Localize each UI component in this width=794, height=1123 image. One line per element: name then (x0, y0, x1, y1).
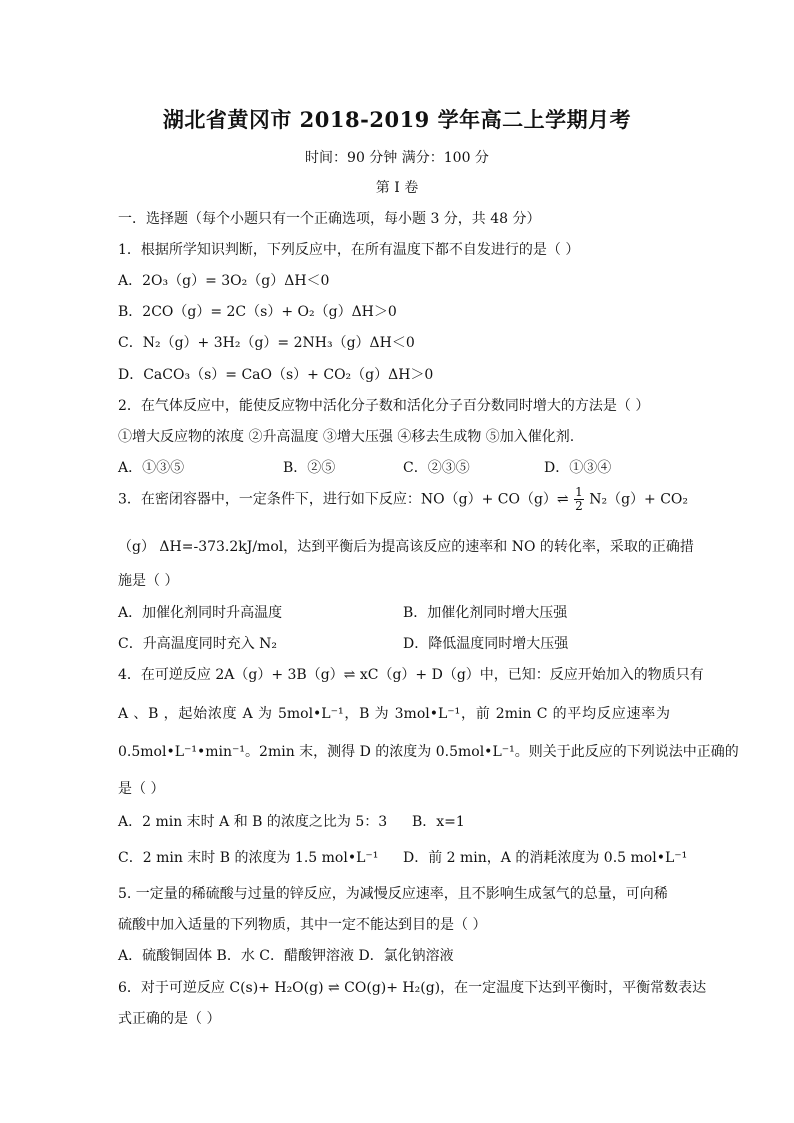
q3-stem-pre: 3．在密闭容器中，一定条件下，进行如下反应：NO（g）+ CO（g）⇌ (118, 491, 569, 508)
q1-option-a: A．2O₃（g）= 3O₂（g）ΔH＜0 (118, 273, 330, 289)
section-heading: 一．选择题（每个小题只有一个正确选项，每小题 3 分，共 48 分） (118, 211, 541, 227)
fraction-one-half (574, 486, 584, 513)
q3-option-c: C．升高温度同时充入 N₂ (118, 636, 278, 652)
q1-stem: 1．根据所学知识判断，下列反应中，在所有温度下都不自发进行的是（ ） (118, 242, 580, 258)
fraction-numerator: 1 (575, 485, 583, 499)
q4-option-a: A．2 min 末时 A 和 B 的浓度之比为 5：3 (118, 814, 388, 830)
q2-option-c: C．②③⑤ (403, 460, 470, 476)
q2-stem: 2．在气体反应中，能使反应物中活化分子数和活化分子百分数同时增大的方法是（ ） (118, 398, 650, 414)
volume-label: 第 I 卷 (375, 180, 419, 196)
q4-line4: 是（ ） (118, 781, 165, 797)
q2-option-b: B．②⑤ (283, 460, 336, 476)
q4-line3: 0.5mol•L⁻¹•min⁻¹。2min 末，测得 D 的浓度为 0.5mol•L⁻¹。则关于此反应的下列说法中正确的 (118, 744, 739, 760)
q3-option-d: D．降低温度同时增大压强 (403, 636, 569, 652)
q2-option-d: D．①③④ (544, 460, 612, 476)
q2-option-a: A．①③⑤ (118, 460, 185, 476)
fraction-denominator: 2 (575, 499, 583, 513)
q4-option-c: C．2 min 末时 B 的浓度为 1.5 mol•L⁻¹ (118, 850, 379, 866)
q1-option-b: B．2CO（g）= 2C（s）+ O₂（g）ΔH＞0 (118, 304, 397, 320)
q3-stem-line2: （g） ΔH=-373.2kJ/mol，达到平衡后为提高该反应的速率和 NO 的转化率，采取的正确措 (118, 539, 694, 555)
q3-stem-line1 (118, 486, 688, 513)
q1-option-c: C．N₂（g）+ 3H₂（g）= 2NH₃（g）ΔH＜0 (118, 335, 415, 351)
q6-line1: 6．对于可逆反应 C(s)+ H₂O(g) ⇌ CO(g)+ H₂(g)，在一定温度下达到平衡时，平衡常数表达 (118, 980, 707, 996)
q3-stem-post: N₂（g）+ CO₂ (589, 491, 689, 508)
q3-option-b: B．加催化剂同时增大压强 (403, 605, 568, 621)
q5-line1: 5. 一定量的稀硫酸与过量的锌反应，为减慢反应速率，且不影响生成氢气的总量，可向稀 (118, 886, 668, 902)
q4-line2: A 、B ，起始浓度 A 为 5mol•L⁻¹，B 为 3mol•L⁻¹，前 2min C 的平均反应速率为 (118, 706, 670, 722)
q4-option-b: B．x=1 (412, 814, 465, 830)
q3-stem-line3: 施是（ ） (118, 573, 179, 589)
q6-line2: 式正确的是（ ） (118, 1011, 221, 1027)
q4-option-d: D．前 2 min，A 的消耗浓度为 0.5 mol•L⁻¹ (403, 850, 688, 866)
q4-line1: 4．在可逆反应 2A（g）+ 3B（g）⇌ xC（g）+ D（g）中，已知：反应开始加入的物质只有 (118, 667, 704, 683)
q1-option-d: D．CaCO₃（s）= CaO（s）+ CO₂（g）ΔH＞0 (118, 367, 434, 383)
exam-meta: 时间：90 分钟 满分：100 分 (305, 150, 489, 166)
page-title: 湖北省黄冈市 2018-2019 学年高二上学期月考 (162, 107, 632, 132)
q2-items: ①增大反应物的浓度 ②升高温度 ③增大压强 ④移去生成物 ⑤加入催化剂. (118, 429, 575, 445)
q3-option-a: A．加催化剂同时升高温度 (118, 605, 283, 621)
q5-options: A．硫酸铜固体 B．水 C．醋酸钾溶液 D．氯化钠溶液 (118, 948, 454, 964)
q5-line2: 硫酸中加入适量的下列物质，其中一定不能达到目的是（ ） (118, 917, 487, 933)
